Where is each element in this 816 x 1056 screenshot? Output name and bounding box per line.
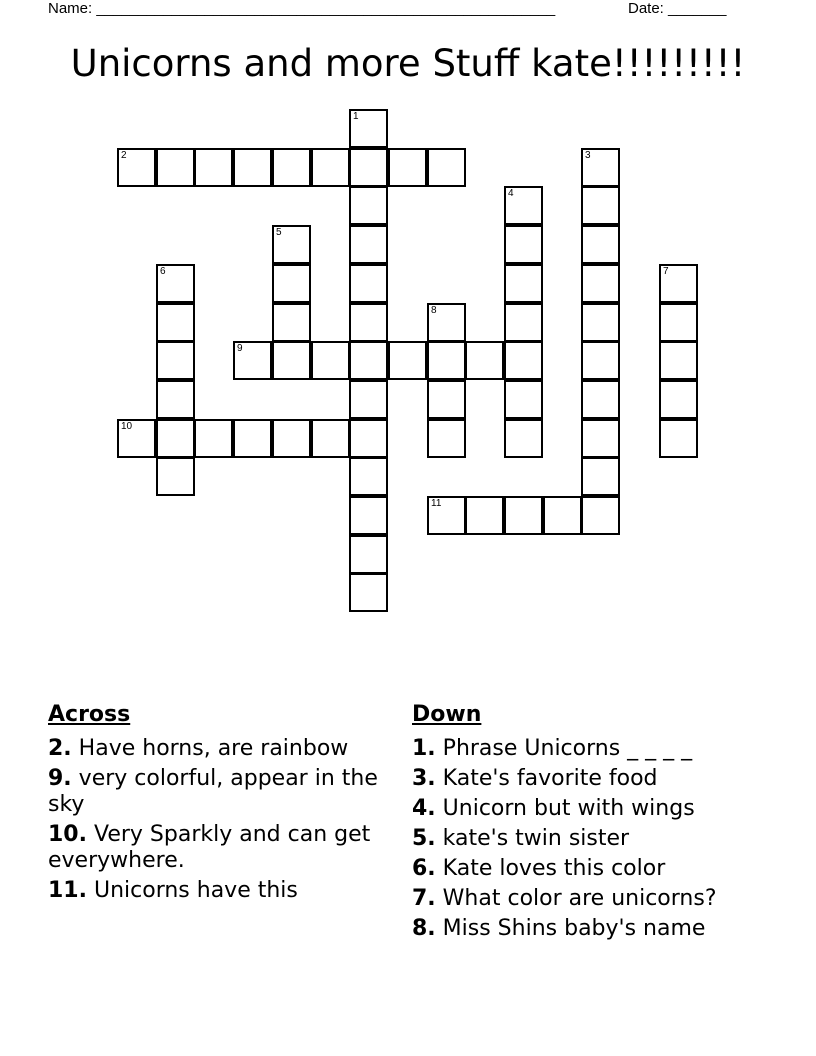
down-clue (412, 826, 772, 852)
grid-cell[interactable] (349, 303, 388, 342)
grid-cell[interactable] (233, 148, 272, 187)
across-clue (48, 766, 398, 818)
clue-text: Have horns, are rainbow (78, 736, 349, 761)
grid-cell[interactable] (504, 419, 543, 458)
clue-text: Phrase Unicorns _ _ _ _ (442, 736, 693, 761)
grid-cell[interactable] (465, 341, 504, 380)
clue-text: What color are unicorns? (442, 886, 717, 911)
grid-cell[interactable] (349, 109, 388, 148)
grid-cell[interactable] (311, 148, 350, 187)
date-field[interactable]: Date: _______ (628, 0, 727, 17)
grid-cell[interactable] (543, 496, 582, 535)
across-clues (48, 700, 398, 908)
clue-text: kate's twin sister (442, 826, 630, 851)
grid-cell[interactable] (504, 380, 543, 419)
grid-cell[interactable] (349, 264, 388, 303)
grid-cell[interactable] (581, 496, 620, 535)
down-clues (412, 700, 772, 946)
grid-cell[interactable] (349, 496, 388, 535)
grid-cell[interactable] (272, 225, 311, 264)
clue-text: Kate's favorite food (442, 766, 658, 791)
across-clue (48, 878, 398, 904)
down-clue (412, 736, 772, 762)
name-field[interactable]: Name: _______________________________________________________ (48, 0, 556, 17)
down-heading: Down (412, 702, 482, 727)
grid-cell[interactable] (349, 419, 388, 458)
clue-number: 10. (48, 822, 87, 847)
grid-cell[interactable] (581, 457, 620, 496)
grid-cell[interactable] (311, 341, 350, 380)
grid-cell[interactable] (581, 225, 620, 264)
clue-number: 5. (412, 826, 436, 851)
clue-number: 9. (48, 766, 72, 791)
down-clue (412, 916, 772, 942)
across-heading: Across (48, 702, 131, 727)
grid-cell[interactable] (581, 148, 620, 187)
grid-cell[interactable] (427, 496, 466, 535)
clue-number-label: 4 (508, 188, 514, 199)
grid-cell[interactable] (117, 419, 156, 458)
clue-text: Unicorn but with wings (442, 796, 695, 821)
clue-number: 7. (412, 886, 436, 911)
grid-cell[interactable] (659, 264, 698, 303)
grid-cell[interactable] (272, 419, 311, 458)
grid-cell[interactable] (581, 419, 620, 458)
grid-cell[interactable] (233, 419, 272, 458)
clue-text: Miss Shins baby's name (442, 916, 706, 941)
down-clue (412, 886, 772, 912)
clue-text: Unicorns have this (93, 878, 298, 903)
grid-cell[interactable] (272, 303, 311, 342)
clue-number-label: 1 (353, 111, 359, 122)
grid-cell[interactable] (311, 419, 350, 458)
grid-cell[interactable] (156, 148, 195, 187)
grid-cell[interactable] (427, 341, 466, 380)
clue-number-label: 6 (160, 266, 166, 277)
clue-number-label: 2 (121, 150, 127, 161)
clue-number: 8. (412, 916, 436, 941)
clue-number: 6. (412, 856, 436, 881)
grid-cell[interactable] (581, 186, 620, 225)
clue-text: Kate loves this color (442, 856, 666, 881)
grid-cell[interactable] (117, 148, 156, 187)
clue-number: 1. (412, 736, 436, 761)
puzzle-title: Unicorns and more Stuff kate!!!!!!!!! (70, 42, 746, 85)
grid-cell[interactable] (156, 457, 195, 496)
clue-number-label: 3 (585, 150, 591, 161)
grid-cell[interactable] (504, 225, 543, 264)
clue-number: 3. (412, 766, 436, 791)
clue-number-label: 5 (276, 227, 282, 238)
across-clue (48, 736, 398, 762)
clue-text: very colorful, appear in the sky (48, 766, 378, 817)
clue-text: Very Sparkly and can get everywhere. (48, 822, 371, 873)
clue-number-label: 10 (121, 421, 133, 432)
down-clue (412, 766, 772, 792)
grid-cell[interactable] (272, 264, 311, 303)
grid-cell[interactable] (349, 535, 388, 574)
grid-cell[interactable] (349, 457, 388, 496)
grid-cell[interactable] (349, 573, 388, 612)
grid-cell[interactable] (659, 341, 698, 380)
grid-cell[interactable] (156, 341, 195, 380)
grid-cell[interactable] (156, 264, 195, 303)
clue-number: 2. (48, 736, 72, 761)
grid-cell[interactable] (349, 380, 388, 419)
clue-number-label: 7 (663, 266, 669, 277)
across-clue (48, 822, 398, 874)
grid-cell[interactable] (427, 303, 466, 342)
grid-cell[interactable] (427, 148, 466, 187)
clue-number-label: 8 (431, 305, 437, 316)
grid-cell[interactable] (504, 303, 543, 342)
grid-cell[interactable] (504, 264, 543, 303)
grid-cell[interactable] (465, 496, 504, 535)
grid-cell[interactable] (504, 341, 543, 380)
grid-cell[interactable] (272, 341, 311, 380)
down-clue (412, 856, 772, 882)
clue-number: 11. (48, 878, 87, 903)
grid-cell[interactable] (194, 419, 233, 458)
clue-number: 4. (412, 796, 436, 821)
grid-cell[interactable] (659, 419, 698, 458)
grid-cell[interactable] (581, 303, 620, 342)
grid-cell[interactable] (388, 148, 427, 187)
clue-number-label: 9 (237, 343, 243, 354)
grid-cell[interactable] (504, 496, 543, 535)
grid-cell[interactable] (349, 341, 388, 380)
grid-cell[interactable] (233, 341, 272, 380)
grid-cell[interactable] (581, 380, 620, 419)
grid-cell[interactable] (349, 148, 388, 187)
grid-cell[interactable] (156, 303, 195, 342)
down-clue (412, 796, 772, 822)
grid-cell[interactable] (194, 148, 233, 187)
clue-number-label: 11 (431, 498, 442, 509)
grid-cell[interactable] (427, 419, 466, 458)
grid-cell[interactable] (504, 186, 543, 225)
grid-cell[interactable] (659, 303, 698, 342)
grid-cell[interactable] (156, 380, 195, 419)
grid-cell[interactable] (349, 186, 388, 225)
grid-cell[interactable] (388, 341, 427, 380)
grid-cell[interactable] (659, 380, 698, 419)
grid-cell[interactable] (427, 380, 466, 419)
grid-cell[interactable] (272, 148, 311, 187)
grid-cell[interactable] (349, 225, 388, 264)
grid-cell[interactable] (581, 264, 620, 303)
grid-cell[interactable] (581, 341, 620, 380)
grid-cell[interactable] (156, 419, 195, 458)
